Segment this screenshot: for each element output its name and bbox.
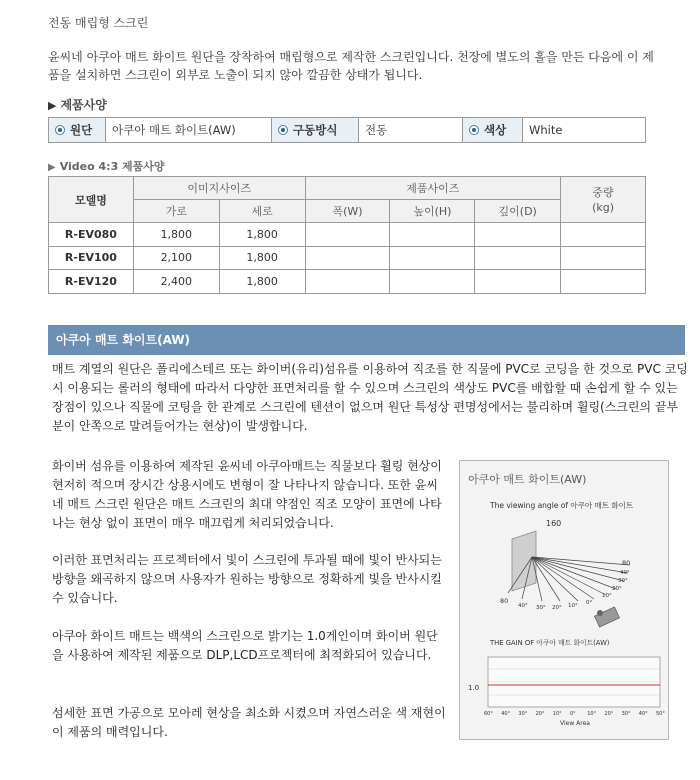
spec-value-color: White bbox=[523, 118, 646, 143]
gain-x-tick: 30° bbox=[621, 711, 631, 717]
table-row bbox=[49, 223, 646, 247]
fan-left-label: 40° bbox=[518, 603, 528, 609]
gain-x-axis-label: View Area bbox=[560, 720, 590, 727]
spec-label-text: 구동방식 bbox=[293, 123, 338, 137]
paragraph-2: 화이버 섬유를 이용하여 제작된 윤씨네 아쿠아매트는 직물보다 휠링 현상이 현저히 적으며 장시간 상용시에도 변형이 잘 나타나지 않습니다. 또한 윤씨네 매트 스크린 원단은 매트 스크린의 최대 약점인 직조 모양이 표면에 나타나는 현상 없이 표면이 매우 매끄럽게 처리되었습니다. bbox=[52, 459, 442, 530]
cell-width: 1,800 bbox=[133, 223, 219, 247]
cell-p-height bbox=[390, 223, 475, 247]
gain-x-tick: 20° bbox=[604, 711, 614, 717]
cell-p-depth bbox=[475, 223, 561, 247]
gain-x-tick: 40° bbox=[501, 711, 511, 717]
fan-left-label: 30° bbox=[536, 605, 546, 611]
paragraph-4: 아쿠아 화이트 매트는 백색의 스크린으로 밝기는 1.0게인이며 화이버 원단을 사용하여 제작된 제품으로 DLP,LCD프로젝터에 최적화되어 있습니다. bbox=[52, 629, 438, 662]
gain-caption: THE GAIN OF 아쿠아 매트 화이트(AW) bbox=[490, 639, 610, 647]
cell-width: 2,400 bbox=[133, 270, 219, 294]
model-table bbox=[48, 176, 646, 294]
col-product-size: 제품사이즈 bbox=[305, 177, 561, 200]
spec-value-drive: 전동 bbox=[359, 118, 463, 143]
triangle-right-icon: ▶ bbox=[48, 162, 56, 173]
figure-svg bbox=[460, 461, 668, 739]
figure-top-value: 160 bbox=[546, 519, 562, 528]
model-heading-label: Video 4:3 제품사양 bbox=[59, 160, 165, 173]
spec-label-fabric bbox=[49, 118, 106, 143]
fabric-section-bar: 아쿠아 매트 화이트(AW) bbox=[48, 325, 685, 355]
gain-x-tick: 40° bbox=[638, 711, 648, 717]
spec-label-color bbox=[463, 118, 523, 143]
cell-p-depth bbox=[475, 246, 561, 270]
spec-heading bbox=[48, 96, 107, 113]
col-p-height: 높이(H) bbox=[390, 200, 475, 223]
gain-x-ticks bbox=[484, 711, 665, 717]
fan-right-label: 40° bbox=[620, 570, 630, 576]
cell-p-depth bbox=[475, 270, 561, 294]
col-p-width: 폭(W) bbox=[305, 200, 390, 223]
cell-p-width bbox=[305, 270, 390, 294]
col-height: 세로 bbox=[219, 200, 305, 223]
cell-weight bbox=[561, 246, 646, 270]
table-row bbox=[49, 246, 646, 270]
cell-weight bbox=[561, 223, 646, 247]
cell-model: R-EV120 bbox=[49, 270, 134, 294]
figure-right-value: 80 bbox=[622, 559, 631, 567]
cell-weight bbox=[561, 270, 646, 294]
fan-right-label: 20° bbox=[612, 586, 622, 592]
col-p-depth: 깊이(D) bbox=[475, 200, 561, 223]
spec-table bbox=[48, 117, 646, 143]
fan-left-label: 10° bbox=[568, 603, 578, 609]
paragraph-3: 이러한 표면처리는 프로젝터에서 빛이 스크린에 투과될 때에 빛이 반사되는 방향을 왜곡하지 않으며 사용자가 원하는 방향으로 정확하게 빛을 반사시킬 수 있습니다. bbox=[52, 553, 442, 605]
cell-p-height bbox=[390, 246, 475, 270]
paragraph-1: 매트 계열의 원단은 폴리에스테르 또는 화이버(유리)섬유를 이용하여 직조를 한 직물에 PVC로 코딩을 한 것으로 PVC 코딩시 이용되는 롤러의 형태에 따라서 다양한 표면처리를 할 수 있으며 스크린의 색상도 PVC를 배합할 때 손쉽게 할 수 있는 장점이 있으나 직물에 코팅을 한 관계로 스크린에 텐션이 없으며 원단 특성상 편명성에서는 불리하며 휠링(스크린의 끝부분이 안쪽으로 말려들어가는 현상)이 발생합니다. bbox=[52, 362, 688, 433]
cell-height: 1,800 bbox=[219, 223, 305, 247]
cell-model: R-EV100 bbox=[49, 246, 134, 270]
gain-x-tick: 50° bbox=[656, 711, 665, 717]
col-weight: 중량 (kg) bbox=[561, 177, 646, 223]
col-image-size: 이미지사이즈 bbox=[133, 177, 305, 200]
viewing-angle-figure bbox=[459, 460, 669, 740]
table-row bbox=[49, 270, 646, 294]
cell-height: 1,800 bbox=[219, 270, 305, 294]
bullet-icon bbox=[469, 125, 479, 135]
col-model: 모델명 bbox=[49, 177, 134, 223]
spec-heading-label: 제품사양 bbox=[60, 98, 107, 112]
figure-angle-caption: The viewing angle of 아쿠아 매트 화이트 bbox=[490, 501, 634, 510]
bullet-icon bbox=[278, 125, 288, 135]
cell-p-width bbox=[305, 246, 390, 270]
cell-p-width bbox=[305, 223, 390, 247]
cell-model: R-EV080 bbox=[49, 223, 134, 247]
fan-right-label: 30° bbox=[618, 578, 628, 584]
spec-value-fabric: 아쿠아 매트 화이트(AW) bbox=[106, 118, 272, 143]
figure-title: 아쿠아 매트 화이트(AW) bbox=[468, 473, 587, 486]
cell-width: 2,100 bbox=[133, 246, 219, 270]
fan-left-label: 20° bbox=[552, 605, 562, 611]
page-title: 전동 매립형 스크린 bbox=[48, 16, 149, 30]
intro-text: 윤씨네 아쿠아 매트 화이트 원단을 장착하여 매립형으로 제작한 스크린입니다. 천장에 별도의 홀을 만든 다음에 이 제품을 설치하면 스크린이 외부로 노출이 되지 않아 깔끔한 상태가 됩니다. bbox=[48, 50, 654, 82]
model-heading bbox=[48, 158, 165, 174]
spec-label-text: 색상 bbox=[484, 123, 507, 137]
gain-x-tick: 10° bbox=[552, 711, 562, 717]
fan-right-label: 0° bbox=[586, 600, 593, 606]
cell-p-height bbox=[390, 270, 475, 294]
gain-value-label: 1.0 bbox=[468, 684, 480, 692]
figure-left-value: 80 bbox=[500, 597, 509, 605]
cell-height: 1,800 bbox=[219, 246, 305, 270]
spec-label-text: 원단 bbox=[70, 123, 93, 137]
bullet-icon bbox=[55, 125, 65, 135]
fan-right-label: 10° bbox=[602, 593, 612, 599]
gain-x-tick: 20° bbox=[535, 711, 545, 717]
gain-x-tick: 30° bbox=[518, 711, 528, 717]
gain-x-tick: 0° bbox=[570, 711, 576, 717]
triangle-right-icon: ▶ bbox=[48, 99, 57, 112]
projector-icon bbox=[594, 607, 619, 627]
gain-x-tick: 60° bbox=[484, 711, 493, 717]
col-width: 가로 bbox=[133, 200, 219, 223]
gain-x-tick: 10° bbox=[587, 711, 597, 717]
spec-label-drive bbox=[272, 118, 359, 143]
paragraph-5: 섬세한 표면 가공으로 모아레 현상을 최소화 시켰으며 자연스러운 색 재현이 이 제품의 매력입니다. bbox=[52, 706, 446, 739]
